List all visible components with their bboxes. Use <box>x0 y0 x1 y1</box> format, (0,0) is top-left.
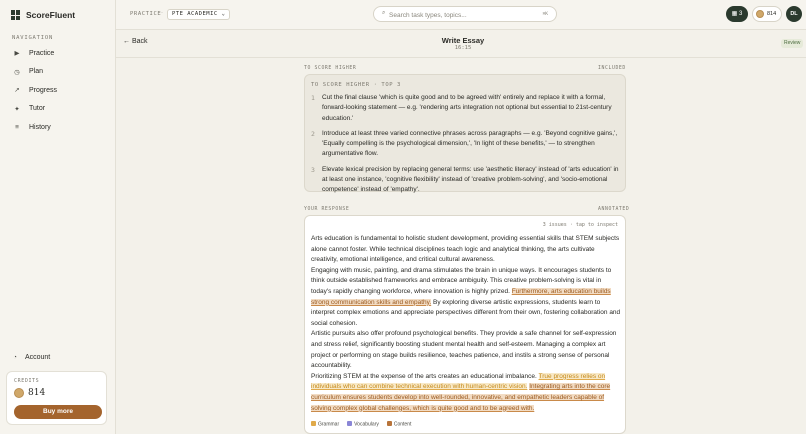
credits-card <box>6 371 107 425</box>
arrow-left-icon: ← <box>123 38 130 45</box>
search-shortcut: ⌘K <box>542 12 548 17</box>
coin-icon <box>756 10 764 18</box>
essay-text <box>311 234 621 414</box>
tips-list <box>311 93 623 201</box>
tip-text: Elevate lexical precision by replacing general terms: use 'aesthetic literacy' instead of 'arts education' in at least one instance, 'cognitive flexibility' instead of 'creative problem-solving', and 'socio-emotional competence' instead of 'empathy'. <box>322 165 619 194</box>
top-bar <box>116 0 806 30</box>
exam-select-value: PTE ACADEMIC <box>172 11 218 17</box>
sidebar-item-history[interactable] <box>8 118 108 137</box>
play-icon: ▶ <box>14 50 20 58</box>
credits-value: 814 <box>28 388 46 398</box>
clock-icon: ◷ <box>14 68 20 76</box>
app-logo[interactable] <box>11 10 75 20</box>
app-name: ScoreFluent <box>26 10 76 20</box>
essay-paragraph <box>311 266 621 330</box>
credits-label: CREDITS <box>14 378 40 384</box>
logo-icon <box>11 10 21 20</box>
essay-text-run: Engaging with music, painting, and drama stimulates the brain in unique ways. It encourages students to think outside established frameworks and embrace ambiguity. This creative problem-solving is vital in today's rapidly changing workforce, where innovation is highly prized. <box>311 266 612 295</box>
sidebar <box>0 0 116 434</box>
streak-count: 3 <box>739 11 743 17</box>
score-tips-card <box>304 74 626 192</box>
essay-text-run: By exploring diverse artistic expressions, students learn to interpret complex emotions and appreciate perspectives different from their own, fostering collaboration and social cohesion. <box>311 298 621 327</box>
content-swatch-icon <box>387 421 392 426</box>
chart-icon: ↗ <box>14 87 20 95</box>
timer: 16:15 <box>454 45 472 51</box>
tip-item <box>311 129 623 160</box>
essay-paragraph: Arts education is fundamental to holistic student development, providing essential skills that STEM subjects alone cannot foster. While technical disciplines teach logic and analytical thinking, the arts cultivate creativity, emotional intelligence, and critical cultural awareness. <box>311 235 620 264</box>
breadcrumb-separator: · <box>161 10 163 16</box>
credits-pill-value: 814 <box>767 11 777 17</box>
streak-badge[interactable] <box>726 6 748 22</box>
vocabulary-swatch-icon <box>347 421 352 426</box>
buy-more-button[interactable]: Buy more <box>14 405 102 419</box>
tip-item <box>311 93 623 124</box>
tip-item <box>311 165 623 196</box>
search-placeholder: Search task types, topics... <box>389 11 467 19</box>
sidebar-item-progress[interactable] <box>8 81 108 100</box>
account-icon: ◔ <box>13 354 17 361</box>
sidebar-item-label: Practice <box>29 49 55 57</box>
essay-paragraph: Artistic pursuits also offer profound psychological benefits. They provide a safe channel for self-expression and stress relief, significantly boosting student mental health and self-esteem. Managing a complex art project or performing on stage builds resilience, teaches patience, and instils a strong sense of personal accountability. <box>311 330 617 370</box>
legend-vocabulary <box>347 421 379 428</box>
credits-pill[interactable] <box>752 6 782 22</box>
sidebar-item-plan[interactable] <box>8 63 108 82</box>
sidebar-item-label: Tutor <box>29 105 46 113</box>
issues-note: 3 issues · tap to inspect <box>542 222 618 228</box>
content-issue-highlight[interactable]: Integrating arts into the core curriculum ensures students develop into well-rounded, innovative, and empathetic leaders capable of solving complex global challenges, which is quite good and to be agreed with. <box>311 383 611 412</box>
grammar-swatch-icon <box>311 421 316 426</box>
page-title: Write Essay <box>441 36 485 45</box>
sidebar-nav <box>8 44 108 137</box>
account-link[interactable] <box>13 354 50 361</box>
grammar-issue-highlight[interactable]: True progress relies on individuals who can combine technical execution with human-centric vision. <box>311 372 606 391</box>
breadcrumb-practice[interactable]: PRACTICE <box>130 11 162 17</box>
tip-number: 1 <box>311 94 315 102</box>
legend-label: Vocabulary <box>354 421 379 428</box>
tip-text: Cut the final clause 'which is quite good and to be agreed with' entirely and replace it with a formal, forward-looking statement — e.g. 'rendering arts integration not optional but essential to 21st-century education.' <box>322 94 612 122</box>
list-icon: ≡ <box>15 123 19 131</box>
sidebar-item-tutor[interactable] <box>8 100 108 119</box>
search-icon: ⌕ <box>382 10 386 16</box>
score-section-label: TO SCORE HIGHER <box>304 66 357 71</box>
avatar[interactable]: DL <box>786 6 802 22</box>
chevron-down-icon: ⌄ <box>221 11 226 17</box>
legend-content <box>387 421 412 428</box>
flame-icon: ▦ <box>731 11 738 17</box>
sidebar-item-practice[interactable] <box>8 44 108 63</box>
nav-heading: NAVIGATION <box>12 35 54 41</box>
legend-grammar <box>311 421 339 428</box>
sparkle-icon: ✦ <box>14 105 20 113</box>
tip-number: 2 <box>311 129 315 138</box>
annotation-legend <box>311 421 411 428</box>
back-button[interactable] <box>123 38 148 45</box>
response-section-status: ANNOTATED <box>598 207 630 212</box>
back-label: Back <box>131 38 148 45</box>
status-badge: Review <box>781 39 803 48</box>
divider <box>116 57 806 58</box>
exam-select[interactable] <box>167 9 230 20</box>
legend-label: Content <box>393 421 412 428</box>
tip-text: Introduce at least three varied connective phrases across paragraphs — e.g. 'Beyond cognitive gains,', 'Equally compelling is the psychological dimension,', 'In light of these benefits,' — to strengthen argumentative flow. <box>322 129 618 158</box>
score-section-status: INCLUDED <box>598 66 626 71</box>
sidebar-item-label: Progress <box>29 86 58 94</box>
essay-text-run: Prioritizing STEM at the expense of the arts creates an educational imbalance. <box>311 372 539 380</box>
sidebar-item-label: History <box>29 123 51 131</box>
response-card <box>304 215 626 434</box>
legend-label: Grammar <box>318 421 340 428</box>
score-tips-heading: TO SCORE HIGHER · TOP 3 <box>311 82 401 88</box>
coin-icon <box>14 388 24 398</box>
response-section-label: YOUR RESPONSE <box>304 207 350 212</box>
account-label: Account <box>24 354 51 361</box>
search-input[interactable] <box>373 6 557 22</box>
essay-paragraph <box>311 372 621 414</box>
sidebar-item-label: Plan <box>29 68 44 76</box>
tip-number: 3 <box>311 165 315 174</box>
content-issue-highlight[interactable]: Furthermore, arts education builds strong communication skills and empathy. <box>311 287 611 306</box>
